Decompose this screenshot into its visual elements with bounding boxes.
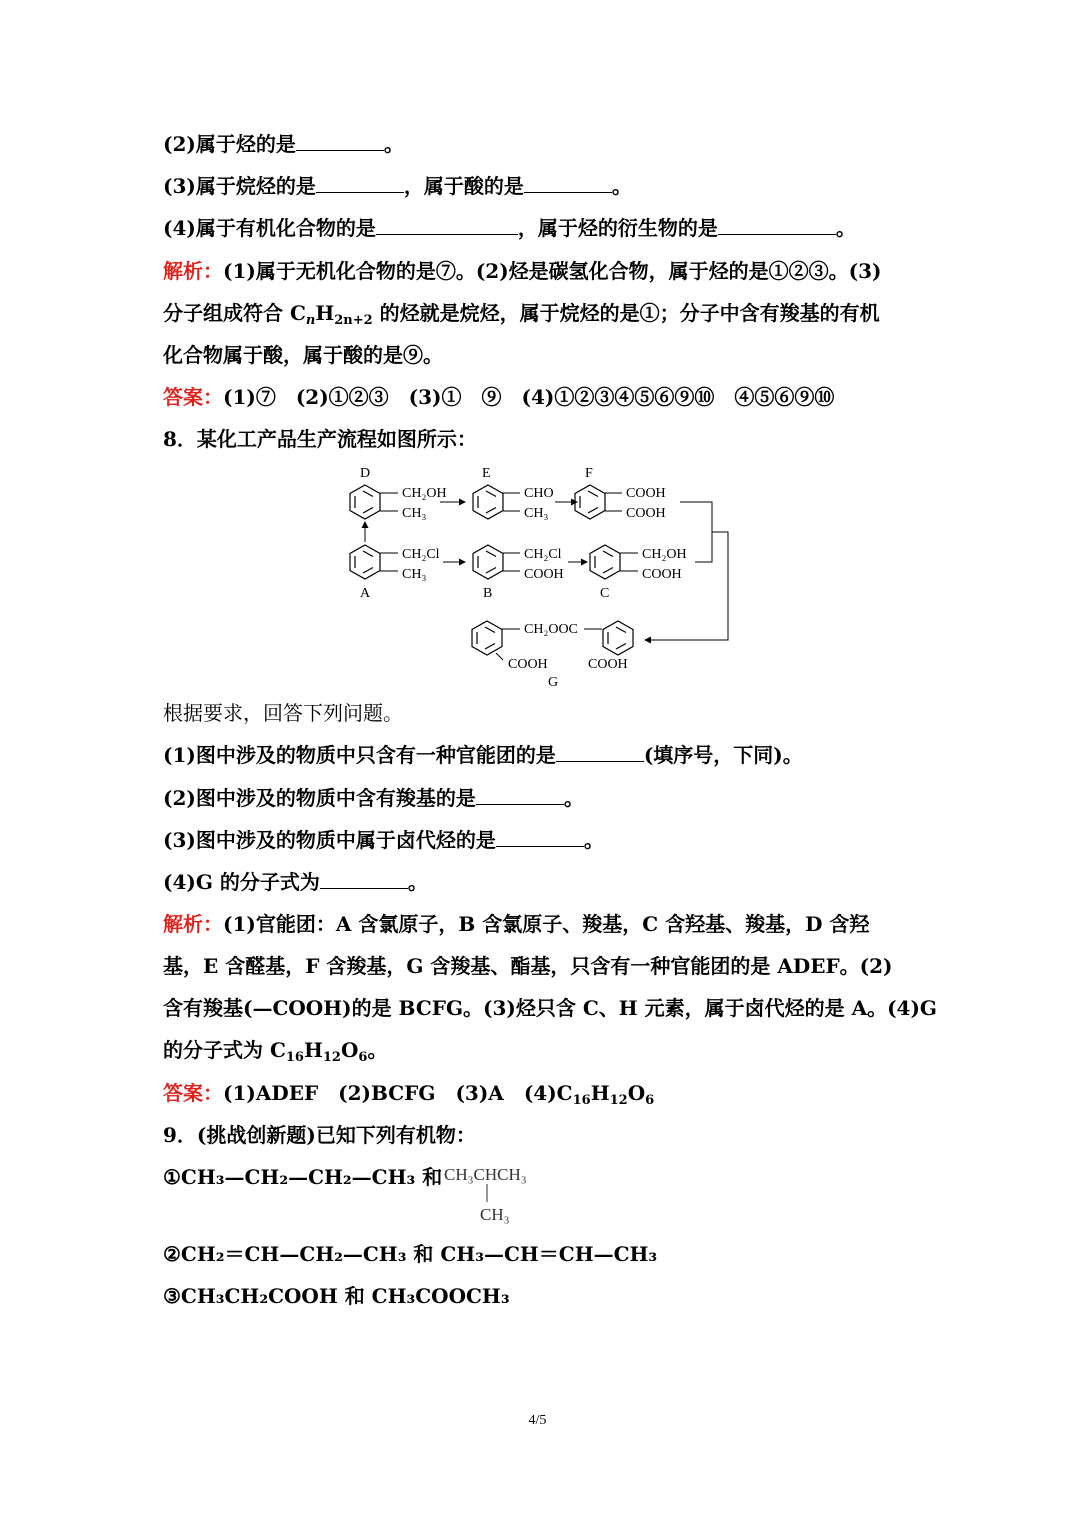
q8-analysis-line2: 基，E 含醛基，F 含羧基，G 含羧基、酯基，只含有一种官能团的是 ADEF。(2) bbox=[163, 954, 893, 978]
answer-blank bbox=[316, 174, 404, 193]
D-group2: CH₃ bbox=[402, 506, 427, 521]
answer-blank bbox=[296, 132, 384, 151]
q8-analysis-line3: 含有羧基(—COOH)的是 BCFG。(3)烃只含 C、H 元素，属于卤代烃的是 A。(4)G bbox=[163, 996, 938, 1020]
F-group2: COOH bbox=[626, 506, 666, 521]
answer-blank bbox=[476, 786, 564, 805]
svg-text:CH₃: CH₃ bbox=[480, 1205, 510, 1224]
q7-analysis-line2: 分子组成符合 $C_nH_{2n+2}$ 的烃就是烷烃，属于烷烃的是①；分子中含有羧基的有机 bbox=[163, 301, 880, 328]
label-E: E bbox=[482, 466, 491, 481]
q7-part3: (3)属于烷烃的是 ，属于酸的是 。 bbox=[163, 174, 632, 198]
q8-title: 8．某化工产品生产流程如图所示： bbox=[163, 427, 477, 451]
answer-blank bbox=[376, 216, 518, 235]
q8-part3: (3)图中涉及的物质中属于卤代烃的是 。 bbox=[163, 828, 604, 852]
C-group1: CH₂OH bbox=[642, 547, 687, 562]
answer-blank bbox=[556, 743, 644, 762]
q7-answer: 答案：(1)⑦ (2)①②③ (3)① ⑨ (4)①②③④⑤⑥⑨⑩ ④⑤⑥⑨⑩ bbox=[163, 385, 835, 409]
label-C: C bbox=[600, 586, 610, 601]
C-group2: COOH bbox=[642, 567, 682, 582]
q9-item2: ②CH₂＝CH—CH₂—CH₃ 和 CH₃—CH＝CH—CH₃ bbox=[163, 1242, 658, 1266]
ring-C bbox=[590, 545, 620, 579]
answer-blank bbox=[496, 828, 584, 847]
G-group2: COOH bbox=[508, 657, 548, 672]
q9-item3: ③CH₃CH₂COOH 和 CH₃COOCH₃ bbox=[163, 1284, 510, 1308]
E-group1: CHO bbox=[524, 486, 554, 501]
q8-part4: (4)G 的分子式为 。 bbox=[163, 870, 428, 894]
label-F: F bbox=[585, 466, 593, 481]
ring-B bbox=[473, 545, 503, 579]
q7-part4: (4)属于有机化合物的是 ，属于烃的衍生物的是 。 bbox=[163, 216, 856, 240]
ring-F bbox=[575, 485, 605, 519]
label-B: B bbox=[483, 586, 493, 601]
isobutane-structure bbox=[440, 1162, 570, 1224]
q7-analysis-line1: 解析：(1)属于无机化合物的是⑦。(2)烃是碳氢化合物，属于烃的是①②③。(3) bbox=[163, 259, 882, 283]
q9-title: 9．(挑战创新题)已知下列有机物： bbox=[163, 1123, 476, 1147]
q9-item1: ①CH₃—CH₂—CH₂—CH₃ 和 bbox=[163, 1165, 443, 1189]
G-group1: CH₂OOC bbox=[524, 622, 578, 637]
svg-text:CH₃CHCH₃: CH₃CHCH₃ bbox=[444, 1165, 527, 1184]
ring-A bbox=[350, 545, 380, 579]
ring-G-left bbox=[472, 621, 502, 655]
A-group1: CH₂Cl bbox=[402, 547, 440, 562]
B-group1: CH₂Cl bbox=[524, 547, 562, 562]
label-A: A bbox=[360, 586, 371, 601]
page-number: 4/5 bbox=[528, 1413, 547, 1428]
q7-part2: (2)属于烃的是 。 bbox=[163, 132, 404, 156]
q8-part1: (1)图中涉及的物质中只含有一种官能团的是 (填序号，下同)。 bbox=[163, 743, 803, 767]
ring-G-right bbox=[603, 621, 633, 655]
answer-blank bbox=[320, 870, 408, 889]
answer-blank bbox=[718, 216, 836, 235]
q8-intro: 根据要求，回答下列问题。 bbox=[163, 701, 403, 725]
A-group2: CH₃ bbox=[402, 567, 427, 582]
q8-analysis-line1: 解析：(1)官能团：A 含氯原子，B 含氯原子、羧基，C 含羟基、羧基，D 含羟 bbox=[163, 912, 870, 936]
label-D: D bbox=[360, 466, 371, 481]
answer-blank bbox=[524, 174, 612, 193]
q8-analysis-line4: 的分子式为 $C_{16}H_{12}O_6$。 bbox=[163, 1038, 388, 1065]
G-group3: COOH bbox=[588, 657, 628, 672]
ring-D bbox=[350, 485, 380, 519]
F-group1: COOH bbox=[626, 486, 666, 501]
D-group1: CH₂OH bbox=[402, 486, 447, 501]
E-group2: CH₃ bbox=[524, 506, 549, 521]
q7-analysis-line3: 化合物属于酸，属于酸的是⑨。 bbox=[163, 343, 443, 367]
label-G: G bbox=[548, 675, 559, 690]
q8-part2: (2)图中涉及的物质中含有羧基的是 。 bbox=[163, 786, 584, 810]
ring-E bbox=[473, 485, 503, 519]
B-group2: COOH bbox=[524, 567, 564, 582]
q8-answer: 答案：(1)ADEF (2)BCFG (3)A $(4)C_{16}H_{12}O_6$ bbox=[163, 1081, 655, 1108]
flow-diagram bbox=[340, 462, 740, 692]
